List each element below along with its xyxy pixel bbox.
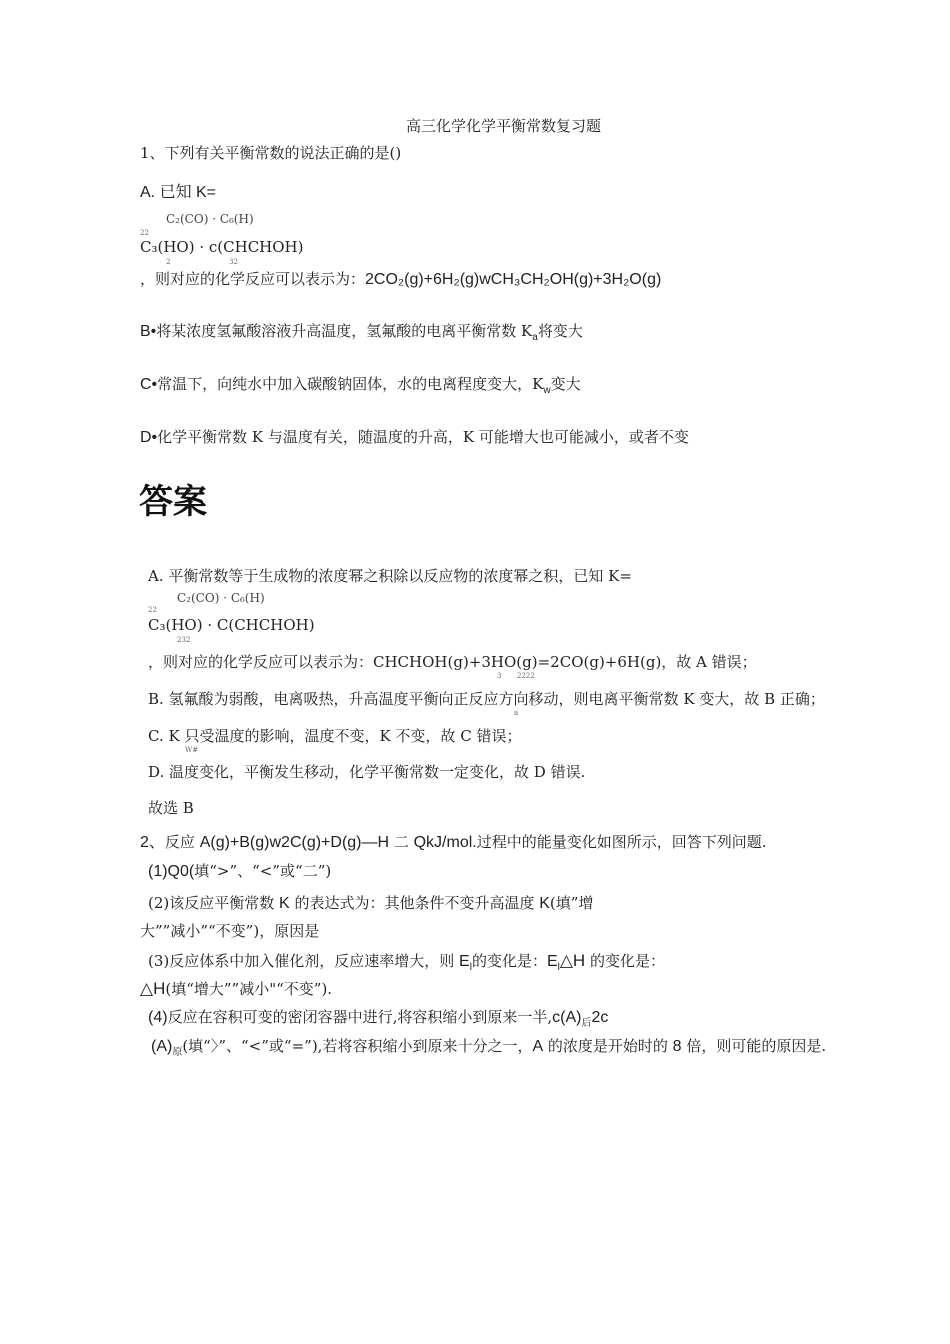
- answer-choice: 故选 B: [148, 799, 194, 817]
- q2-part2-k: K: [279, 895, 290, 912]
- q2-part3-text: (3)反应体系中加入催化剂，反应速率增大，则: [148, 952, 460, 970]
- q1-fraction-den-index1: 2: [166, 258, 171, 266]
- q2-part1-text: 填“>”、“<”或“二”): [194, 862, 332, 880]
- q1-option-a-tail: [140, 272, 661, 288]
- q2-part3-delta-h: △H: [559, 951, 586, 970]
- q2-part2-k2: K: [539, 895, 550, 912]
- q2-stem-mid: 二: [389, 833, 414, 851]
- q1-option-b-subscript: a: [532, 332, 538, 343]
- q1-option-c-label: C•: [140, 376, 158, 393]
- q2-equation: A(g)+B(g)w2C(g)+D(g)—H: [199, 834, 390, 851]
- q1-option-b-text-end: 将变大: [537, 322, 583, 340]
- answer-c: C. K 只受温度的影响，温度不变，K 不变，故 C 错误；: [148, 727, 522, 745]
- answer-b-index: a: [514, 709, 519, 717]
- q2-part4-line2-sub: 原: [172, 1047, 183, 1058]
- q1-fraction-num-index: 22: [140, 229, 149, 237]
- q2-part2-text: (2)该反应平衡常数: [148, 894, 280, 912]
- q1-option-b-text: 将某浓度氢氟酸溶液升高温度，氢氟酸的电离平衡常数 K: [156, 322, 533, 340]
- answer-c-index: W#: [185, 746, 199, 754]
- q2-part3-e-sub: l: [469, 962, 472, 973]
- q2-part4-2c: 2c: [591, 1009, 609, 1026]
- q2-part4-line2-text-mid: 的浓度是开始时的: [543, 1037, 673, 1055]
- q1-fraction-numerator: C₂(CO) · C₆(H): [166, 212, 254, 226]
- q1-stem: 1、下列有关平衡常数的说法正确的是(): [140, 144, 402, 162]
- q2-part4-line2-text: (填“〉”、“<”或“=”),若将容积缩小到原来十分之一，: [182, 1037, 533, 1055]
- answer-a-line2-index1: 3: [497, 672, 502, 680]
- q1-option-d-label: D•: [140, 429, 158, 446]
- q1-option-c-text: 常温下，向纯水中加入碳酸钠固体，水的电离程度变大，K: [157, 375, 544, 393]
- q2-part2-text-mid: 的表达式为：其他条件不变升高温度: [289, 894, 540, 912]
- q1-option-b: [140, 322, 583, 343]
- q2-part1: [148, 864, 331, 880]
- answer-fraction-numerator: C₂(CO) · C₆(H): [177, 591, 265, 605]
- q2-unit: QkJ/mol.: [413, 834, 477, 851]
- q2-part4-line2-a: (A): [151, 1038, 173, 1055]
- q2-part3-text-end: 的变化是：: [585, 952, 665, 970]
- q2-part4-ca: c(A): [552, 1009, 582, 1026]
- q1-option-a: A. 已知 K=: [140, 184, 217, 201]
- q2-part3-line2-text: (填“增大””减小"“不变”).: [165, 980, 333, 998]
- q2-part3: [148, 951, 665, 973]
- page-title: 高三化学化学平衡常数复习题: [406, 117, 602, 135]
- q2-stem-end: 过程中的能量变化如图所示，回答下列问题.: [476, 833, 767, 851]
- q2-part4: [148, 1008, 609, 1029]
- q2-part1-label: (1)Q0(: [148, 863, 195, 880]
- q2-part4-line2-eight: 8: [672, 1038, 682, 1055]
- answer-fraction-denominator: C₃(HO) · C(CHCHOH): [148, 616, 315, 634]
- answer-a-line2: ，则对应的化学反应可以表示为：CHCHOH(g)+3HO(g)=2CO(g)+6H(g)，故 A 错误；: [148, 653, 757, 671]
- q1-option-b-label: B•: [140, 323, 157, 340]
- answer-heading: 答案: [139, 482, 207, 522]
- q2-part3-line2-delta-h: △H: [140, 979, 166, 998]
- answer-fraction-num-index: 22: [148, 606, 157, 614]
- q2-part2: [148, 896, 593, 912]
- q2-part3-line2: [140, 980, 332, 997]
- q2-part2-line2: 大””减小”“不变”)，原因是: [140, 922, 320, 940]
- q1-option-c: [140, 375, 581, 396]
- q1-fraction-den-index2: 32: [229, 258, 238, 266]
- answer-a-line1: A. 平衡常数等于生成物的浓度幂之积除以反应物的浓度幂之积，已知 K=: [148, 567, 632, 585]
- q1-option-d: [140, 430, 689, 446]
- q2-number: 2、: [140, 834, 165, 851]
- q2-part4-sub: 后: [581, 1018, 592, 1029]
- q2-part4-line2-species: A: [532, 1038, 544, 1055]
- answer-b: B. 氢氟酸为弱酸，电离吸热，升高温度平衡向正反应方向移动，则电离平衡常数 K 变大，故 B 正确；: [148, 690, 825, 708]
- answer-d: D. 温度变化，平衡发生移动，化学平衡常数一定变化，故 D 错误.: [148, 763, 586, 781]
- q2-part3-e2-sub: l: [557, 962, 560, 973]
- q1-option-a-equation: 2CO₂(g)+6H₂(g)wCH₃CH₂OH(g)+3H₂O(g): [365, 271, 662, 288]
- q1-option-d-text: 化学平衡常数 K 与温度有关，随温度的升高，K 可能增大也可能减小，或者不变: [157, 428, 689, 446]
- q2-part3-e2: E: [546, 953, 558, 970]
- q1-fraction-denominator: C₃(HO) · c(CHCHOH): [140, 238, 304, 256]
- q2-stem-text: 反应: [164, 833, 200, 851]
- q1-option-c-text-end: 变大: [550, 375, 581, 393]
- q2-part2-text-end: (填”增: [549, 894, 594, 912]
- answer-fraction-den-index: 232: [177, 636, 191, 644]
- q2-part4-text: 反应在容积可变的密闭容器中进行,将容积缩小到原来一半,: [167, 1008, 553, 1026]
- q2-part4-line2: [151, 1037, 827, 1058]
- answer-a-line2-index2: 2222: [517, 672, 535, 680]
- q2-part3-text-mid: 的变化是：: [471, 952, 547, 970]
- q2-part4-line2-text-end: 倍，则可能的原因是.: [681, 1037, 827, 1055]
- q2-part4-label: (4): [148, 1009, 168, 1026]
- q2-part3-e: E: [459, 953, 470, 970]
- q1-option-a-tail-text: ，则对应的化学反应可以表示为：: [140, 270, 366, 288]
- q1-option-c-subscript: w: [543, 385, 551, 396]
- q2-stem: [140, 835, 767, 851]
